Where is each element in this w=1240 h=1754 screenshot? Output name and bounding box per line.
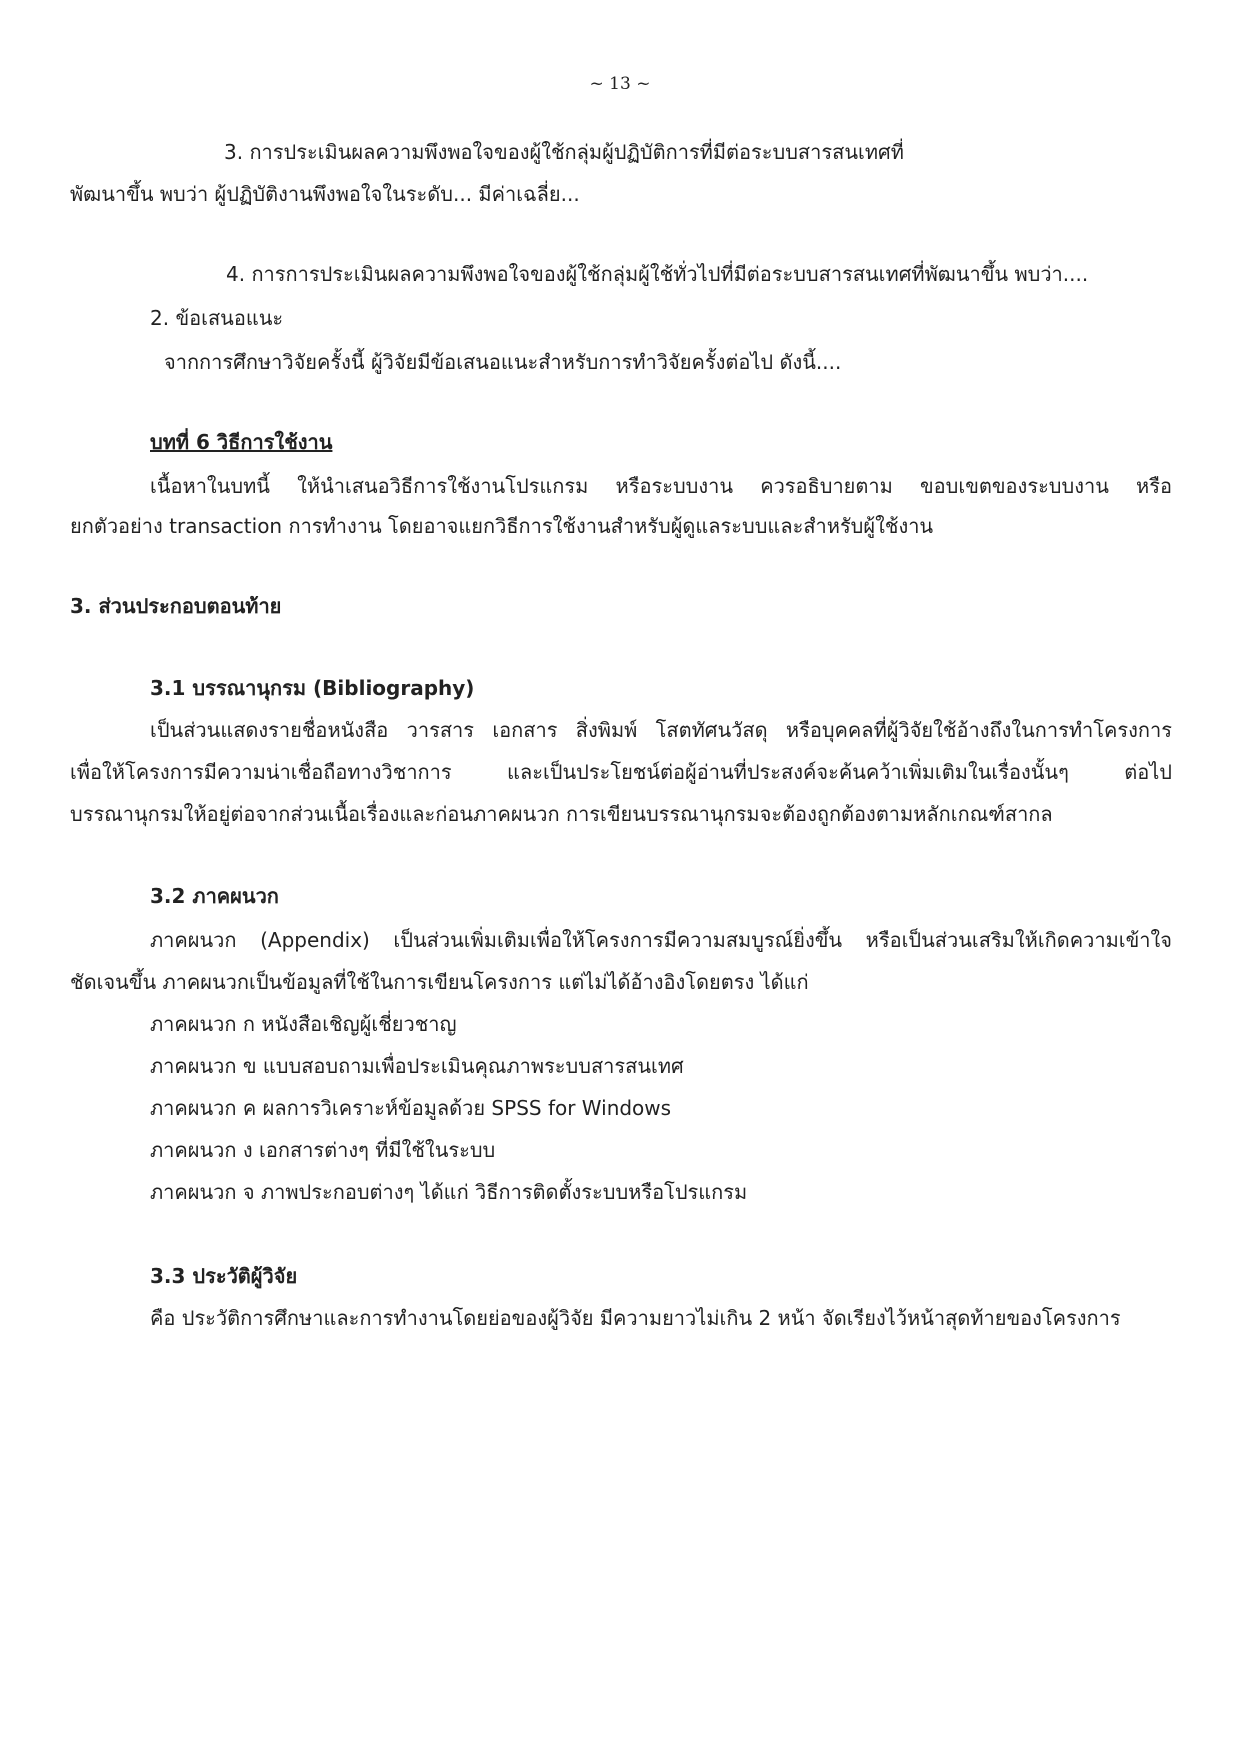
bibliography-line-1: เป็นส่วนแสดงรายชื่อหนังสือ วารสาร เอกสาร สิ่งพิมพ์ โสตทัศนวัสดุ หรือบุคคลที่ผู้วิจัยใช้อ้างถึงในการทำโครงการ [150, 718, 1172, 742]
suggestion-text: จากการศึกษาวิจัยครั้งนี้ ผู้วิจัยมีข้อเสนอแนะสำหรับการทำวิจัยครั้งต่อไป ดังนี้.... [164, 350, 842, 374]
conclusion-item-3-line-1: 3. การประเมินผลความพึงพอใจของผู้ใช้กลุ่มผู้ปฏิบัติการที่มีต่อระบบสารสนเทศที่ [224, 140, 904, 164]
appendix-heading: 3.2 ภาคผนวก [150, 884, 279, 908]
appendix-line-2: ชัดเจนขึ้น ภาคผนวกเป็นข้อมูลที่ใช้ในการเขียนโครงการ แต่ไม่ได้อ้างอิงโดยตรง ได้แก่ [70, 970, 809, 994]
chapter-6-heading: บทที่ 6 วิธีการใช้งาน [150, 430, 333, 454]
appendix-item: ภาคผนวก ก หนังสือเชิญผู้เชี่ยวชาญ [150, 1012, 457, 1036]
chapter-6-paragraph-line-1: เนื้อหาในบทนี้ ให้นำเสนอวิธีการใช้งานโปรแกรม หรือระบบงาน ควรอธิบายตาม ขอบเขตของระบบงาน หรือ [150, 474, 1172, 498]
researcher-profile-text: คือ ประวัติการศึกษาและการทำงานโดยย่อของผู้วิจัย มีความยาวไม่เกิน 2 หน้า จัดเรียงไว้หน้าสุดท้ายของโครงการ [150, 1306, 1121, 1330]
appendix-item: ภาคผนวก ง เอกสารต่างๆ ที่มีใช้ในระบบ [150, 1138, 496, 1162]
conclusion-item-3-line-2: พัฒนาขึ้น พบว่า ผู้ปฏิบัติงานพึงพอใจในระดับ... มีค่าเฉลี่ย... [70, 182, 580, 206]
bibliography-line-3: บรรณานุกรมให้อยู่ต่อจากส่วนเนื้อเรื่องและก่อนภาคผนวก การเขียนบรรณานุกรมจะต้องถูกต้องตามหลักเกณฑ์สากล [70, 802, 1053, 826]
conclusion-item-4: 4. การการประเมินผลความพึงพอใจของผู้ใช้กลุ่มผู้ใช้ทั่วไปที่มีต่อระบบสารสนเทศที่พัฒนาขึ้น พบว่า.... [226, 262, 1089, 286]
section-3-heading: 3. ส่วนประกอบตอนท้าย [70, 594, 282, 618]
suggestion-heading: 2. ข้อเสนอแนะ [150, 306, 284, 330]
appendix-line-1: ภาคผนวก (Appendix) เป็นส่วนเพิ่มเติมเพื่อให้โครงการมีความสมบูรณ์ยิ่งขึ้น หรือเป็นส่วนเสริมให้เกิดความเข้าใจ [150, 928, 1172, 952]
page-number: ~ 13 ~ [589, 74, 651, 94]
appendix-item: ภาคผนวก จ ภาพประกอบต่างๆ ได้แก่ วิธีการติดตั้งระบบหรือโปรแกรม [150, 1180, 748, 1204]
chapter-6-paragraph-line-2: ยกตัวอย่าง transaction การทำงาน โดยอาจแยกวิธีการใช้งานสำหรับผู้ดูแลระบบและสำหรับผู้ใช้งาน [70, 514, 934, 538]
bibliography-heading: 3.1 บรรณานุกรม (Bibliography) [150, 676, 475, 700]
bibliography-line-2: เพื่อให้โครงการมีความน่าเชื่อถือทางวิชาการ และเป็นประโยชน์ต่อผู้อ่านที่ประสงค์จะค้นคว้าเพิ่มเติมในเรื่องนั้นๆ ต่อไป [70, 760, 1172, 784]
appendix-item: ภาคผนวก ข แบบสอบถามเพื่อประเมินคุณภาพระบบสารสนเทศ [150, 1054, 684, 1078]
appendix-item: ภาคผนวก ค ผลการวิเคราะห์ข้อมูลด้วย SPSS for Windows [150, 1096, 672, 1120]
researcher-profile-heading: 3.3 ประวัติผู้วิจัย [150, 1264, 298, 1288]
